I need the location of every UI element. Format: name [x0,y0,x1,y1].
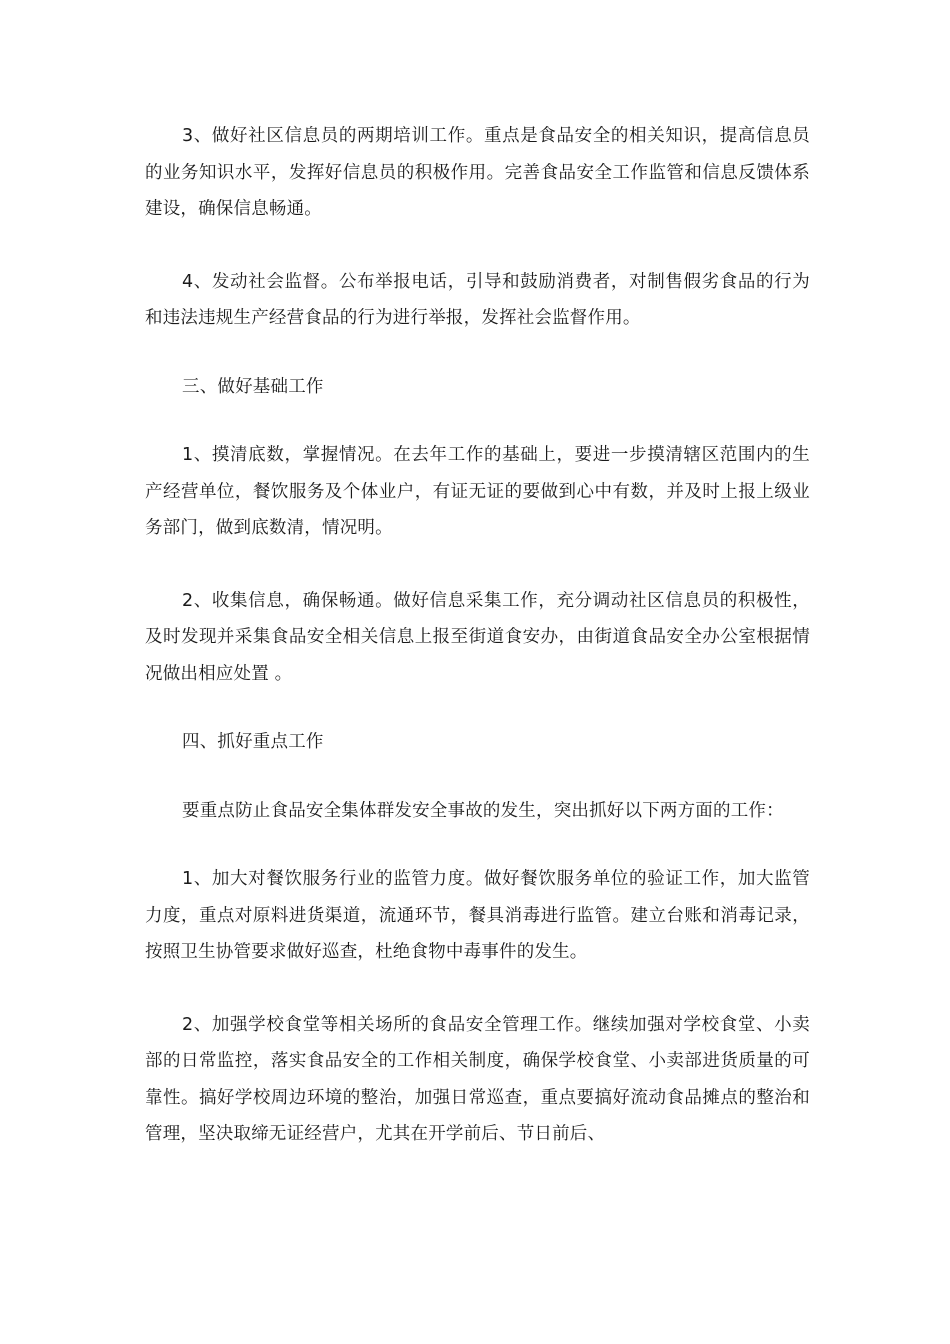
paragraph-key-work-intro: 要重点防止食品安全集体群发安全事故的发生，突出抓好以下两方面的工作： [182,800,784,821]
document-body [145,118,810,1153]
paragraph-school-canteen: 2、加强学校食堂等相关场所的食品安全管理工作。继续加强对学校食堂、小卖部的日常监控，落实食品安全的工作相关制度，确保学校食堂、小卖部进货质量的可靠性。搞好学校周边环境的整治，加强日常巡查，重点要搞好流动食品摊点的整治和管理，坚决取缔无证经营户，尤其在开学前后、节日前后、 [145,1014,810,1144]
paragraph-survey: 1、摸清底数，掌握情况。在去年工作的基础上，要进一步摸清辖区范围内的生产经营单位，餐饮服务及个体业户，有证无证的要做到心中有数，并及时上报上级业务部门，做到底数清，情况明。 [145,445,810,538]
paragraph-catering: 1、加大对餐饮服务行业的监管力度。做好餐饮服务单位的验证工作，加大监管力度，重点对原料进货渠道，流通环节，餐具消毒进行监管。建立台账和消毒记录，按照卫生协管要求做好巡查，杜绝食物中毒事件的发生。 [145,869,810,962]
paragraph-training: 3、做好社区信息员的两期培训工作。重点是食品安全的相关知识，提高信息员的业务知识水平，发挥好信息员的积极作用。完善食品安全工作监管和信息反馈体系建设，确保信息畅通。 [145,126,810,219]
section-heading-basic-work: 三、做好基础工作 [182,376,324,397]
section-heading-key-work: 四、抓好重点工作 [182,732,324,752]
paragraph-information: 2、收集信息，确保畅通。做好信息采集工作，充分调动社区信息员的积极性，及时发现并采集食品安全相关信息上报至街道食安办，由街道食品安全办公室根据情况做出相应处置 。 [145,590,810,684]
paragraph-supervision: 4、发动社会监督。公布举报电话，引导和鼓励消费者，对制售假劣食品的行为和违法违规生产经营食品的行为进行举报，发挥社会监督作用。 [145,271,810,328]
